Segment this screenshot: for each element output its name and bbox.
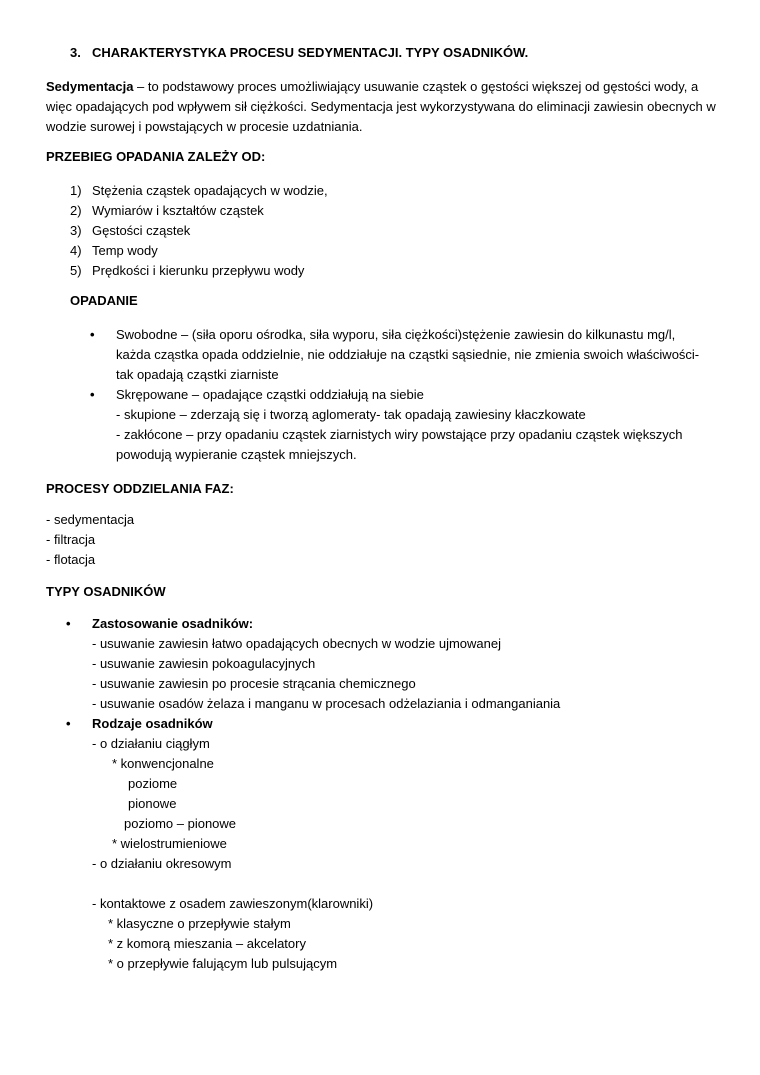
list-item: 5) Prędkości i kierunku przepływu wody xyxy=(70,263,305,278)
blank-line xyxy=(92,874,706,894)
poziome-item: poziome xyxy=(128,776,178,791)
section-title xyxy=(70,43,528,63)
list-item: - usuwanie zawiesin pokoagulacyjnych xyxy=(92,656,316,671)
zaklocone-text: - zakłócone – przy opadaniu cząstek ziarnistych wiry powstające przy opadaniu cząstek większych powodują wypieranie cząstek mniejszych. xyxy=(116,427,683,462)
list-item: - usuwanie osadów żelaza i manganu w procesach odżelaziania i odmanganiania xyxy=(92,696,561,711)
falujacym-item: * o przepływie falującym lub pulsującym xyxy=(108,956,338,971)
list-item: - usuwanie zawiesin po procesie strącania chemicznego xyxy=(92,676,416,691)
bullet-rodzaje xyxy=(66,714,706,974)
skrepowane-text: Skrępowane – opadające cząstki oddziałują na siebie xyxy=(116,387,424,402)
przebieg-heading: PRZEBIEG OPADANIA ZALEŻY OD: xyxy=(46,149,266,164)
list-item: - flotacja xyxy=(46,552,96,567)
ciaglym-item: - o działaniu ciągłym xyxy=(92,736,210,751)
pionowe-item: pionowe xyxy=(128,796,177,811)
bullet-skrepowane xyxy=(90,385,710,465)
intro-paragraph xyxy=(46,77,716,137)
typy-list xyxy=(66,614,706,974)
procesy-heading: PROCESY ODDZIELANIA FAZ: xyxy=(46,481,234,496)
list-item: 3) Gęstości cząstek xyxy=(70,223,191,238)
bullet-icon: • xyxy=(90,327,95,342)
intro-term: Sedymentacja xyxy=(46,79,134,94)
bullet-icon: • xyxy=(66,716,71,731)
bullet-icon: • xyxy=(66,616,71,631)
kontaktowe-item: - kontaktowe z osadem zawieszonym(klarowniki) xyxy=(92,896,374,911)
poziomo-pionowe-item: poziomo – pionowe xyxy=(124,816,237,831)
intro-text: – to podstawowy proces umożliwiający usuwanie cząstek o gęstości większej od gęstości wody, a więc opadających pod wpływem sił ciężkości. Sedymentacja jest wykorzystywana do eliminacji zawiesin obecnych w wodzie surowej i powstających w procesie uzdatniania. xyxy=(46,79,716,134)
komora-item: * z komorą mieszania – akcelatory xyxy=(108,936,306,951)
list-item: - usuwanie zawiesin łatwo opadających obecnych w wodzie ujmowanej xyxy=(92,636,501,651)
klasyczne-item: * klasyczne o przepływie stałym xyxy=(108,916,291,931)
section-number: 3. xyxy=(70,45,81,60)
typy-heading: TYPY OSADNIKÓW xyxy=(46,584,166,599)
skupione-text: - skupione – zderzają się i tworzą aglomeraty- tak opadają zawiesiny kłaczkowate xyxy=(116,407,586,422)
list-item: 4) Temp wody xyxy=(70,243,158,258)
section-title-text: CHARAKTERYSTYKA PROCESU SEDYMENTACJI. TYPY OSADNIKÓW. xyxy=(92,45,529,60)
opadanie-heading: OPADANIE xyxy=(70,293,138,308)
bullet-swobodne xyxy=(90,325,710,385)
rodzaje-label: Rodzaje osadników xyxy=(92,716,213,731)
zastosowanie-label: Zastosowanie osadników: xyxy=(92,616,254,631)
swobodne-text: Swobodne – (siła oporu ośrodka, siła wyporu, siła ciężkości)stężenie zawiesin do kilkunastu mg/l, każda cząstka opada oddzielnie, nie oddziałuje na cząstki sąsiednie, nie zmienia swoich właściwości- tak opadają cząstki ziarniste xyxy=(116,327,700,382)
przebieg-list xyxy=(70,181,328,281)
wielostrumieniowe-item: * wielostrumieniowe xyxy=(112,836,227,851)
okresowym-item: - o działaniu okresowym xyxy=(92,856,232,871)
procesy-list xyxy=(46,510,134,570)
bullet-zastosowanie xyxy=(66,614,706,714)
opadanie-list xyxy=(90,325,710,465)
bullet-icon: • xyxy=(90,387,95,402)
list-item: 1) Stężenia cząstek opadających w wodzie, xyxy=(70,183,328,198)
konwencjonalne-item: * konwencjonalne xyxy=(112,756,214,771)
list-item: 2) Wymiarów i kształtów cząstek xyxy=(70,203,264,218)
list-item: - filtracja xyxy=(46,532,96,547)
list-item: - sedymentacja xyxy=(46,512,135,527)
